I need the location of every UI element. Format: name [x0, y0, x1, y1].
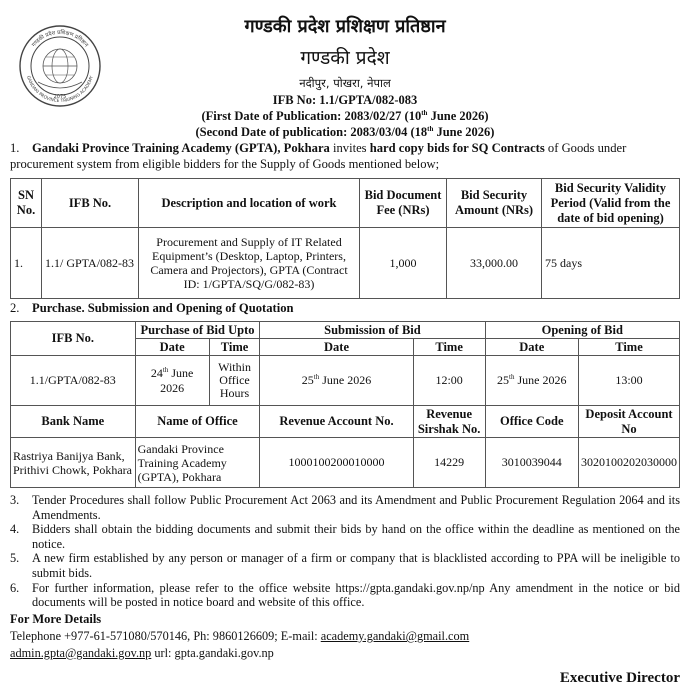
section-2-title: 2. Purchase. Submission and Opening of Quotation [10, 301, 294, 315]
cell-opening-date: 25th June 2026 [485, 356, 578, 406]
cell-description: Procurement and Supply of IT Related Equipment’s (Desktop, Laptop, Printers, Camera and Projectors), GPTA (Contract ID: 1/GPTA/SQ/G/082-83) [139, 228, 360, 299]
cell-ifb-no: 1.1/GPTA/082-83 [11, 356, 136, 406]
header-bank-name: Bank Name [11, 406, 136, 438]
list-item: 6. For further information, please refer to the office website https://gpta.gandaki.gov.np/np Any amendment in the notice or bid documents will be posted in notice board and website of this office. [10, 580, 680, 610]
contact-line: Telephone +977-61-571080/570146, Ph: 9860126609; E-mail: academy.gandaki@gmail.com [10, 629, 470, 643]
first-publication-date: (First Date of Publication: 2083/02/27 (10th June 2026) [201, 108, 489, 123]
header-opening-time: Time [579, 339, 680, 356]
header-purchase-time: Time [209, 339, 260, 356]
signatory-title: Executive Director [559, 670, 680, 686]
second-publication-date: (Second Date of publication: 2083/03/04 (18th June 2026) [195, 124, 495, 139]
header-office-code: Office Code [485, 406, 578, 438]
header-purchase-date: Date [135, 339, 209, 356]
cell-bank-name: Rastriya Banijya Bank, Prithivi Chowk, Pokhara [11, 438, 136, 488]
table-row [11, 228, 680, 299]
list-item: 3. Tender Procedures shall follow Public Procurement Act 2063 and its Amendment and Public Procurement Regulation 2064 and its Amendments. [10, 493, 680, 522]
cell-ifb: 1.1/ GPTA/082-83 [42, 228, 139, 299]
header-description: Description and location of work [139, 179, 360, 228]
header-revenue-sirshak: Revenue Sirshak No. [413, 406, 485, 438]
header-submission-date: Date [260, 339, 413, 356]
more-details-title: For More Details [10, 612, 102, 626]
header-ifb-no: IFB No. [11, 322, 136, 356]
ifb-number: IFB No: 1.1/GPTA/082-083 [272, 93, 418, 107]
email-link-admin[interactable]: admin.gpta@gandaki.gov.np [10, 646, 152, 660]
table-row [11, 438, 680, 488]
header-ifb: IFB No. [42, 179, 139, 228]
cell-security: 33,000.00 [447, 228, 542, 299]
cell-submission-time: 12:00 [413, 356, 485, 406]
cell-office-code: 3010039044 [485, 438, 578, 488]
list-item: 4. Bidders shall obtain the bidding documents and submit their bids by hand on the office within the deadline as mentioned on the notice. [10, 522, 680, 551]
header-bid-security: Bid Security Amount (NRs) [447, 179, 542, 228]
header-deposit-account: Deposit Account No [579, 406, 680, 438]
cell-deposit-account: 3020100202030000 [579, 438, 680, 488]
schedule-table [10, 321, 680, 488]
org-title-np: गण्डकी प्रदेश प्रशिक्षण प्रतिष्ठान [244, 16, 446, 37]
website-url: url: gpta.gandaki.gov.np [151, 646, 274, 660]
cell-office-name: Gandaki Province Training Academy (GPTA), Pokhara [135, 438, 260, 488]
header-sn: SN No. [11, 179, 42, 228]
contact-line-2 [10, 646, 274, 661]
header-submission: Submission of Bid [260, 322, 485, 339]
logo-text-bottom: GANDAKI PROVINCE TRAINING ACADEMY [25, 75, 95, 105]
list-item: 5. A new firm established by any person or manager of a firm or company that is blacklisted according to PPA will be ineligible to submit bids. [10, 551, 680, 580]
cell-purchase-time: Within Office Hours [209, 356, 260, 406]
header-office-name: Name of Office [135, 406, 260, 438]
address-np: नदीपुर, पोखरा, नेपाल [299, 76, 391, 90]
logo-year: 2075 [53, 94, 67, 100]
cell-submission-date: 25th June 2026 [260, 356, 413, 406]
logo-text-top: गण्डकी प्रदेश प्रशिक्षण प्रतिष्ठान [31, 29, 89, 49]
header-opening: Opening of Bid [485, 322, 679, 339]
header-submission-time: Time [413, 339, 485, 356]
header-revenue-account: Revenue Account No. [260, 406, 413, 438]
province-title-np: गण्डकी प्रदेश [300, 47, 390, 69]
header-validity: Bid Security Validity Period (Valid from the date of bid opening) [542, 179, 680, 228]
cell-opening-time: 13:00 [579, 356, 680, 406]
email-link-academy[interactable]: academy.gandaki@gmail.com [320, 629, 470, 643]
header-opening-date: Date [485, 339, 578, 356]
cell-purchase-date: 24th June 2026 [135, 356, 209, 406]
cell-fee: 1,000 [360, 228, 447, 299]
cell-sn: 1. [11, 228, 42, 299]
header-bid-fee: Bid Document Fee (NRs) [360, 179, 447, 228]
header-purchase: Purchase of Bid Upto [135, 322, 260, 339]
cell-validity: 75 days [542, 228, 680, 299]
intro-paragraph: 1. Gandaki Province Training Academy (GPTA), Pokhara invites hard copy bids for SQ Contracts of Goods under procurement system from eligible bidders for the Supply of Goods mentioned below; [10, 141, 627, 171]
notes-list [10, 493, 680, 610]
cell-revenue-sirshak: 14229 [413, 438, 485, 488]
table-row [11, 356, 680, 406]
bid-details-table [10, 178, 680, 299]
cell-revenue-account: 1000100200010000 [260, 438, 413, 488]
